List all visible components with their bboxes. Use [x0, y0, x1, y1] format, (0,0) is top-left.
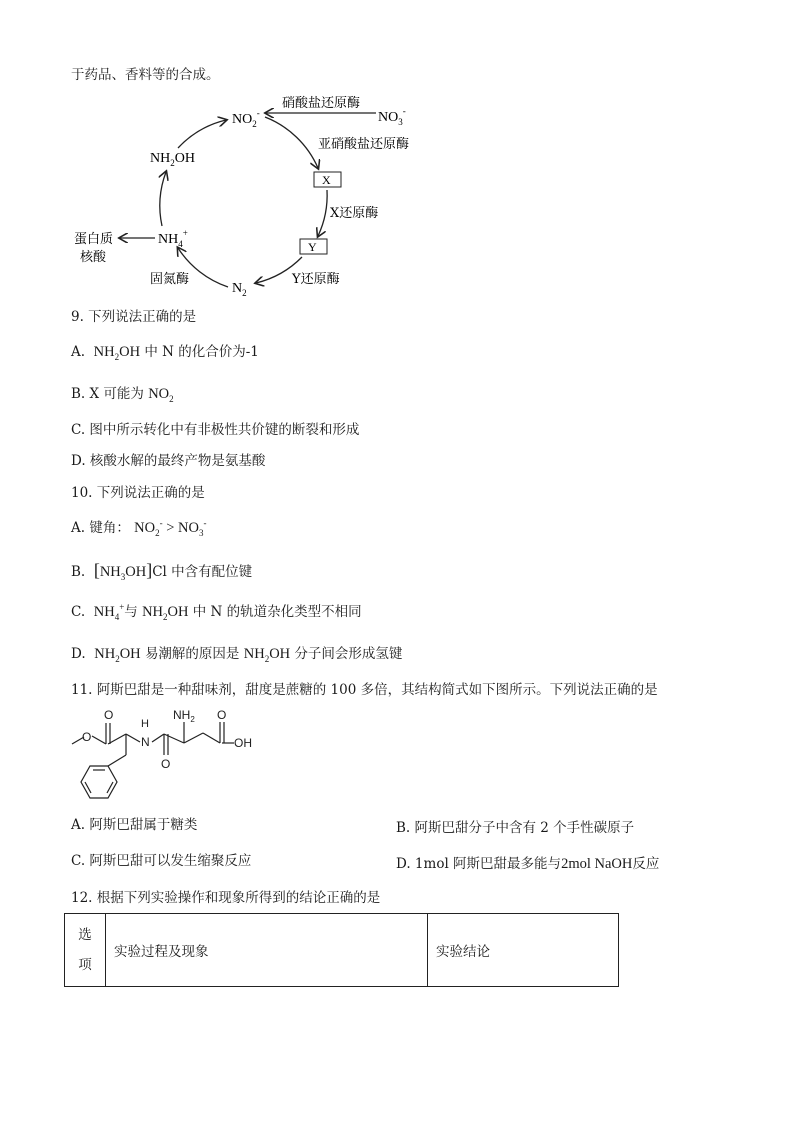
- label-enzyme-nitrite: 亚硝酸盐还原酶: [318, 137, 410, 152]
- table-row: [65, 914, 619, 987]
- aspartame-structure: [60, 700, 280, 810]
- svg-text:O: O: [217, 708, 227, 722]
- q9-stem: 9. 下列说法正确的是: [71, 309, 197, 325]
- q10-option-b: B. $[NH_3OH]Cl$ 中含有配位键: [71, 560, 253, 582]
- q10-option-c: C. $NH_4^+$与 $NH_2OH$ 中 N 的轨道杂化类型不相同: [71, 602, 362, 622]
- q9-option-a: A. $NH_2OH$ 中 N 的化合价为-1: [71, 344, 259, 362]
- svg-text:NH2: $NH_2$: [173, 708, 195, 724]
- svg-text:OH: OH: [234, 736, 252, 750]
- q11-option-b: B. 阿斯巴甜分子中含有 2 个手性碳原子: [396, 820, 635, 836]
- svg-text:O: O: [82, 730, 92, 744]
- svg-text:N: N: [141, 735, 150, 749]
- label-enzyme-x: X还原酶: [330, 206, 379, 221]
- q11-option-c: C. 阿斯巴甜可以发生缩聚反应: [71, 853, 252, 869]
- arc-nh2oh-to-no2: [178, 120, 226, 148]
- intro-text: 于药品、香料等的合成。: [71, 67, 220, 83]
- q11-option-d: D. 1mol 阿斯巴甜最多能与2mol NaOH反应: [396, 856, 660, 872]
- species-nh4: $NH_4^+$: [158, 228, 188, 249]
- label-enzyme-n: 固氮酶: [150, 272, 190, 287]
- q9-option-c: C. 图中所示转化中有非极性共价键的断裂和形成: [71, 422, 360, 438]
- experiment-table: [64, 913, 619, 987]
- q11-option-a: A. 阿斯巴甜属于糖类: [71, 817, 198, 833]
- label-enzyme-y: Y还原酶: [292, 272, 340, 287]
- q10-option-d: D. $NH_2OH$ 易潮解的原因是 $NH_2OH$ 分子间会形成氢键: [71, 646, 403, 664]
- table-header-option: 选 项: [65, 914, 106, 987]
- svg-text:O: O: [161, 757, 171, 771]
- svg-text:H: H: [141, 718, 149, 730]
- species-nh2oh: $NH_2OH$: [150, 151, 195, 168]
- q10-option-a: A. 键角： $NO_2^- > NO_3^-$: [71, 518, 207, 538]
- q11-stem: 11. 阿斯巴甜是一种甜味剂，甜度是蔗糖的 100 多倍，其结构简式如下图所示。下列说法正确的是: [71, 682, 658, 698]
- species-x: X: [322, 173, 331, 187]
- table-header-process: 实验过程及现象: [106, 914, 428, 987]
- nitrogen-cycle-diagram: [0, 0, 794, 300]
- label-nucleic: 核酸: [80, 250, 107, 265]
- species-n2: $N_2$: [232, 281, 247, 298]
- q10-stem: 10. 下列说法正确的是: [71, 485, 205, 501]
- label-protein: 蛋白质: [74, 232, 114, 247]
- arc-no2-to-x: [265, 117, 318, 168]
- label-enzyme-nitrate: 硝酸盐还原酶: [282, 96, 361, 111]
- q9-option-b: B. X 可能为 $NO_2$: [71, 386, 174, 404]
- species-no2: $NO_2^-$: [232, 108, 260, 129]
- arc-x-to-y: [318, 190, 327, 236]
- arc-nh4-to-nh2oh: [160, 172, 166, 226]
- table-header-conclusion: 实验结论: [428, 914, 619, 987]
- svg-text:O: O: [104, 708, 114, 722]
- species-y: Y: [308, 240, 317, 254]
- q9-option-d: D. 核酸水解的最终产物是氨基酸: [71, 453, 266, 469]
- species-no3: $NO_3^-$: [378, 106, 406, 127]
- q12-stem: 12. 根据下列实验操作和现象所得到的结论正确的是: [71, 890, 381, 906]
